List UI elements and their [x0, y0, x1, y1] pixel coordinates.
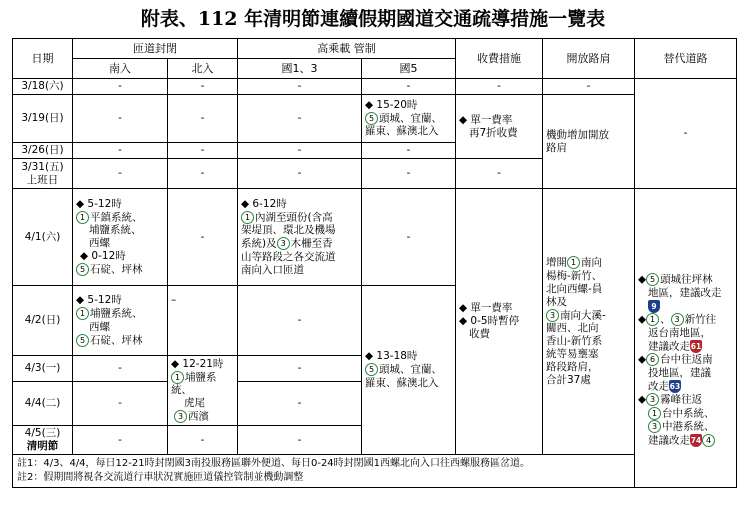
north-43-cell: ◆ 12-21時 1 埔鹽系統、 虎尾 3 西濱: [168, 356, 238, 426]
national-5-circle-icon: 5: [365, 112, 378, 125]
national-1-circle-icon: 1: [648, 407, 661, 420]
national-3-circle-icon: 3: [671, 313, 684, 326]
header-hov: 高乘載 管制: [238, 39, 456, 59]
table-row: 4/4(二) - -: [13, 382, 737, 426]
header-nat13: 國1、3: [238, 59, 362, 79]
notes-cell: [13, 455, 737, 488]
national-3-circle-icon: 3: [648, 420, 661, 433]
national-6-circle-icon: 6: [646, 353, 659, 366]
national-1-circle-icon: 1: [76, 211, 89, 224]
table-row: 3/26(日) - - - -: [13, 143, 737, 159]
header-date: 日期: [13, 39, 73, 79]
notes-row: [13, 455, 737, 488]
date-cell: 3/26(日): [13, 143, 73, 159]
date-cell: 4/4(二): [13, 382, 73, 426]
national-5-circle-icon: 5: [646, 273, 659, 286]
header-toll: 收費措施: [456, 39, 543, 79]
date-cell: 3/31(五) 上班日: [13, 159, 73, 189]
table-row: 3/31(五) 上班日 - - - - -: [13, 159, 737, 189]
national-3-circle-icon: 3: [646, 393, 659, 406]
measures-table: [12, 38, 737, 488]
header-north: 北入: [168, 59, 238, 79]
page-title: 附表、112 年清明節連續假期國道交通疏導措施一覽表: [140, 8, 606, 30]
national-1-circle-icon: 1: [646, 313, 659, 326]
note-1: 註1：4/3、4/4，每日12-21時封閉國3南投服務區聯外便道、每日0-24時封閉國1西螺北向入口往西螺服務區岔道。: [17, 458, 531, 469]
provincial-61-shield-icon: 61: [690, 341, 702, 351]
header-south: 南入: [73, 59, 168, 79]
national-1-circle-icon: 1: [171, 371, 184, 384]
national-5-circle-icon: 5: [365, 363, 378, 376]
national-3-circle-icon: 3: [277, 237, 290, 250]
date-cell: 4/5(三) 清明節: [13, 426, 73, 455]
national-3-circle-icon: 3: [174, 410, 187, 423]
date-cell: 3/19(日): [13, 95, 73, 143]
south-41-cell: ◆ 5-12時 1 平鎮系統、 埔鹽系統、 西螺 ◆ 0-12時 5 石碇、坪林: [73, 189, 168, 286]
hov13-41-cell: ◆ 6-12時 1 內湖至頭份(含高 架堤頂、環北及機場 系統)及 3 木柵至香 山等路段之各交流道 南向入口匝道: [238, 189, 362, 286]
national-1-circle-icon: 1: [241, 211, 254, 224]
date-cell: 3/18(六): [13, 79, 73, 95]
table-row: 4/1(六) ◆ 5-12時 1 平鎮系統、 埔鹽系統、 西螺 ◆ 0-12時 5 石碇、坪林 - ◆ 6-12時 1 內湖至頭份(含高 架堤頂、環北及機場 系統)及 3 木柵至香 山等路段之各交流道 南向入口匝道 - ◆ 單一費率 ◆ 0-5時暫停 收費 增開 1 南向 楊梅-新竹、 北向西螺-員 林及 3 南向大溪- 關西、北向 香山-新竹系 統等易壅塞 路段路肩， 合計37處 ◆ 5 頭城往坪林 地區，建議改走 9 ◆ 1 、 3 新竹往 返台南地區， 建議改走61 ◆ 6 台中往返南 投地區，建議 改走63 ◆ 3 霧峰往返 1 台中系統、 3 中港系統、 建議改走74 4: [13, 189, 737, 286]
shoulder-41-cell: 增開 1 南向 楊梅-新竹、 北向西螺-員 林及 3 南向大溪- 關西、北向 香山-新竹系 統等易壅塞 路段路肩， 合計37處: [543, 189, 635, 455]
provincial-74-shield-icon: 74: [690, 435, 702, 445]
header-alternate: 替代道路: [635, 39, 737, 79]
national-5-circle-icon: 5: [76, 334, 89, 347]
toll-319-cell: ◆ 單一費率 再7折收費: [456, 95, 543, 159]
shoulder-319-cell: 機動增加開放 路肩: [543, 95, 635, 189]
national-1-circle-icon: 1: [76, 307, 89, 320]
table-row: 4/2(日) ◆ 5-12時 1 埔鹽系統、 西螺 5 石碇、坪林 – - ◆ 13-18時 5 頭城、宜蘭、 羅東、蘇澳北入: [13, 286, 737, 356]
toll-41-cell: ◆ 單一費率 ◆ 0-5時暫停 收費: [456, 189, 543, 455]
national-1-circle-icon: 1: [567, 256, 580, 269]
table-row: 4/3(一) - ◆ 12-21時 1 埔鹽系統、 虎尾 3 西濱 -: [13, 356, 737, 382]
table-row: 3/19(日) - - - ◆ 15-20時 5 頭城、宜蘭、 羅東、蘇澳北入 ◆ 單一費率 再7折收費 機動增加開放 路肩: [13, 95, 737, 143]
national-5-circle-icon: 5: [76, 263, 89, 276]
date-cell: 4/2(日): [13, 286, 73, 356]
header-nat5: 國5: [362, 59, 456, 79]
note-2: 註2：假期間將視各交流道行車狀況實施匝道儀控管制並機動調整: [17, 472, 304, 483]
header-ramp-closure: 匝道封閉: [73, 39, 238, 59]
south-42-cell: ◆ 5-12時 1 埔鹽系統、 西螺 5 石碇、坪林: [73, 286, 168, 356]
national-4-circle-icon: 4: [702, 434, 715, 447]
date-cell: 4/1(六): [13, 189, 73, 286]
table-row: 4/5(三) 清明節 - - -: [13, 426, 737, 455]
table-row: 3/18(六) - - - - - - -: [13, 79, 737, 95]
provincial-9-shield-icon: 9: [648, 300, 660, 313]
provincial-63-shield-icon: 63: [669, 381, 681, 391]
nat5-319-cell: ◆ 15-20時 5 頭城、宜蘭、 羅東、蘇澳北入: [362, 95, 456, 143]
nat5-43-cell: ◆ 13-18時 5 頭城、宜蘭、 羅東、蘇澳北入: [362, 286, 456, 455]
national-3-circle-icon: 3: [546, 309, 559, 322]
header-shoulder: 開放路肩: [543, 39, 635, 79]
date-cell: 4/3(一): [13, 356, 73, 382]
alternate-cell: ◆ 5 頭城往坪林 地區，建議改走 9 ◆ 1 、 3 新竹往 返台南地區， 建議改走61 ◆ 6 台中往返南 投地區，建議 改走63 ◆ 3 霧峰往返 1 台中系統、 3 中港系統、 建議改走74 4: [635, 189, 737, 488]
